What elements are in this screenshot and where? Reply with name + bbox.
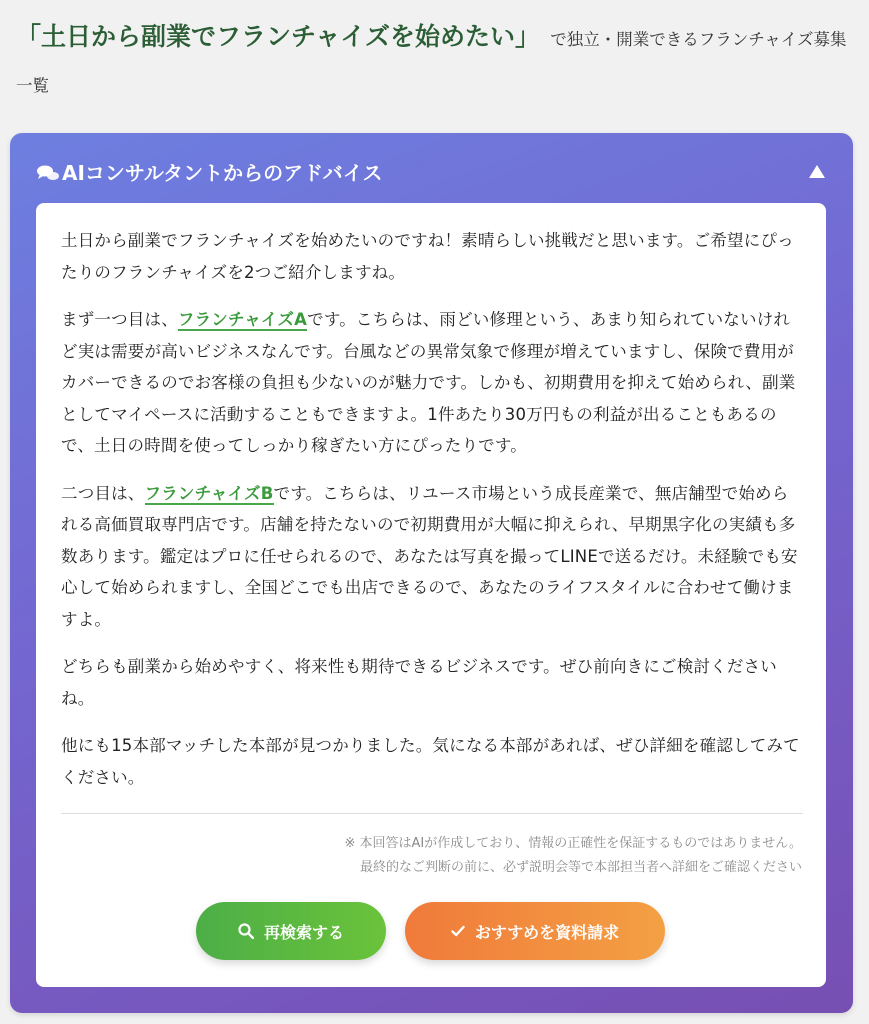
divider bbox=[61, 813, 803, 814]
advice-paragraph: 土日から副業でフランチャイズを始めたいのですね！素晴らしい挑戦だと思います。ご希望にぴったりのフランチャイズを2つご紹介しますね。 bbox=[61, 231, 794, 282]
advice-paragraph bbox=[61, 304, 805, 462]
chat-bubbles-icon bbox=[36, 163, 60, 181]
advice-paragraph bbox=[61, 478, 805, 636]
panel-title-text: AIコンサルタントからのアドバイス bbox=[62, 161, 383, 185]
advice-card bbox=[36, 203, 826, 987]
disclaimer-line: ※ 本回答はAIが作成しており、情報の正確性を保証するものではありません。 bbox=[344, 836, 802, 851]
panel-title bbox=[36, 157, 383, 186]
disclaimer bbox=[344, 832, 802, 880]
page-heading bbox=[16, 14, 856, 106]
advice-paragraph: 他にも15本部マッチした本部が見つかりました。気になる本部があれば、ぜひ詳細を確認してみてください。 bbox=[61, 736, 800, 787]
request-documents-button[interactable] bbox=[405, 902, 665, 960]
ai-advice-panel bbox=[10, 133, 853, 1013]
research-button[interactable] bbox=[196, 902, 386, 960]
request-documents-button-label: おすすめを資料請求 bbox=[474, 922, 620, 942]
advice-text: です。こちらは、リユース市場という成長産業で、無店舗型で始められる高価買取専門店です。店舗を持たないので初期費用が大幅に抑えられ、早期黒字化の実績も多数あります。鑑定はプロに任せられるので、あなたは写真を撮ってLINEで送るだけ。未経験でも安心して始められますし、全国どこでも出店できるので、あなたのライフスタイルに合わせて働けますよ。 bbox=[61, 483, 798, 629]
advice-body bbox=[61, 225, 805, 809]
advice-text: です。こちらは、雨どい修理という、あまり知られていないけれど実は需要が高いビジネスなんです。台風などの異常気象で修理が増えていますし、保険で費用がカバーできるのでお客様の負担も少ないのが魅力です。しかも、初期費用を抑えて始められ、副業としてマイペースに活動することもできますよ。1件あたり30万円もの利益が出ることもあるので、土日の時間を使ってしっかり稼ぎたい方にぴったりです。 bbox=[61, 310, 796, 455]
disclaimer-line: 最終的なご判断の前に、必ず説明会等で本部担当者へ詳細をご確認ください bbox=[359, 860, 802, 875]
franchise-b-link[interactable]: フランチャイズB bbox=[144, 483, 274, 503]
franchise-a-link[interactable]: フランチャイズA bbox=[177, 310, 308, 329]
check-icon bbox=[451, 925, 465, 937]
page-heading-highlight: 「土日から副業でフランチャイズを始めたい」 bbox=[16, 22, 541, 51]
advice-paragraph: どちらも副業から始めやすく、将来性も期待できるビジネスです。ぜひ前向きにご検討くださいね。 bbox=[61, 657, 777, 708]
ai-advice-panel-header[interactable] bbox=[10, 133, 853, 205]
search-icon bbox=[238, 923, 254, 939]
triangle-up-icon[interactable] bbox=[809, 163, 825, 176]
page-heading-subtitle: で独立・開業できるフランチャイズ募集一覧 bbox=[16, 30, 847, 95]
advice-text: 二つ目は、 bbox=[61, 483, 145, 503]
advice-text: まず一つ目は、 bbox=[61, 310, 178, 329]
research-button-label: 再検索する bbox=[263, 922, 344, 942]
